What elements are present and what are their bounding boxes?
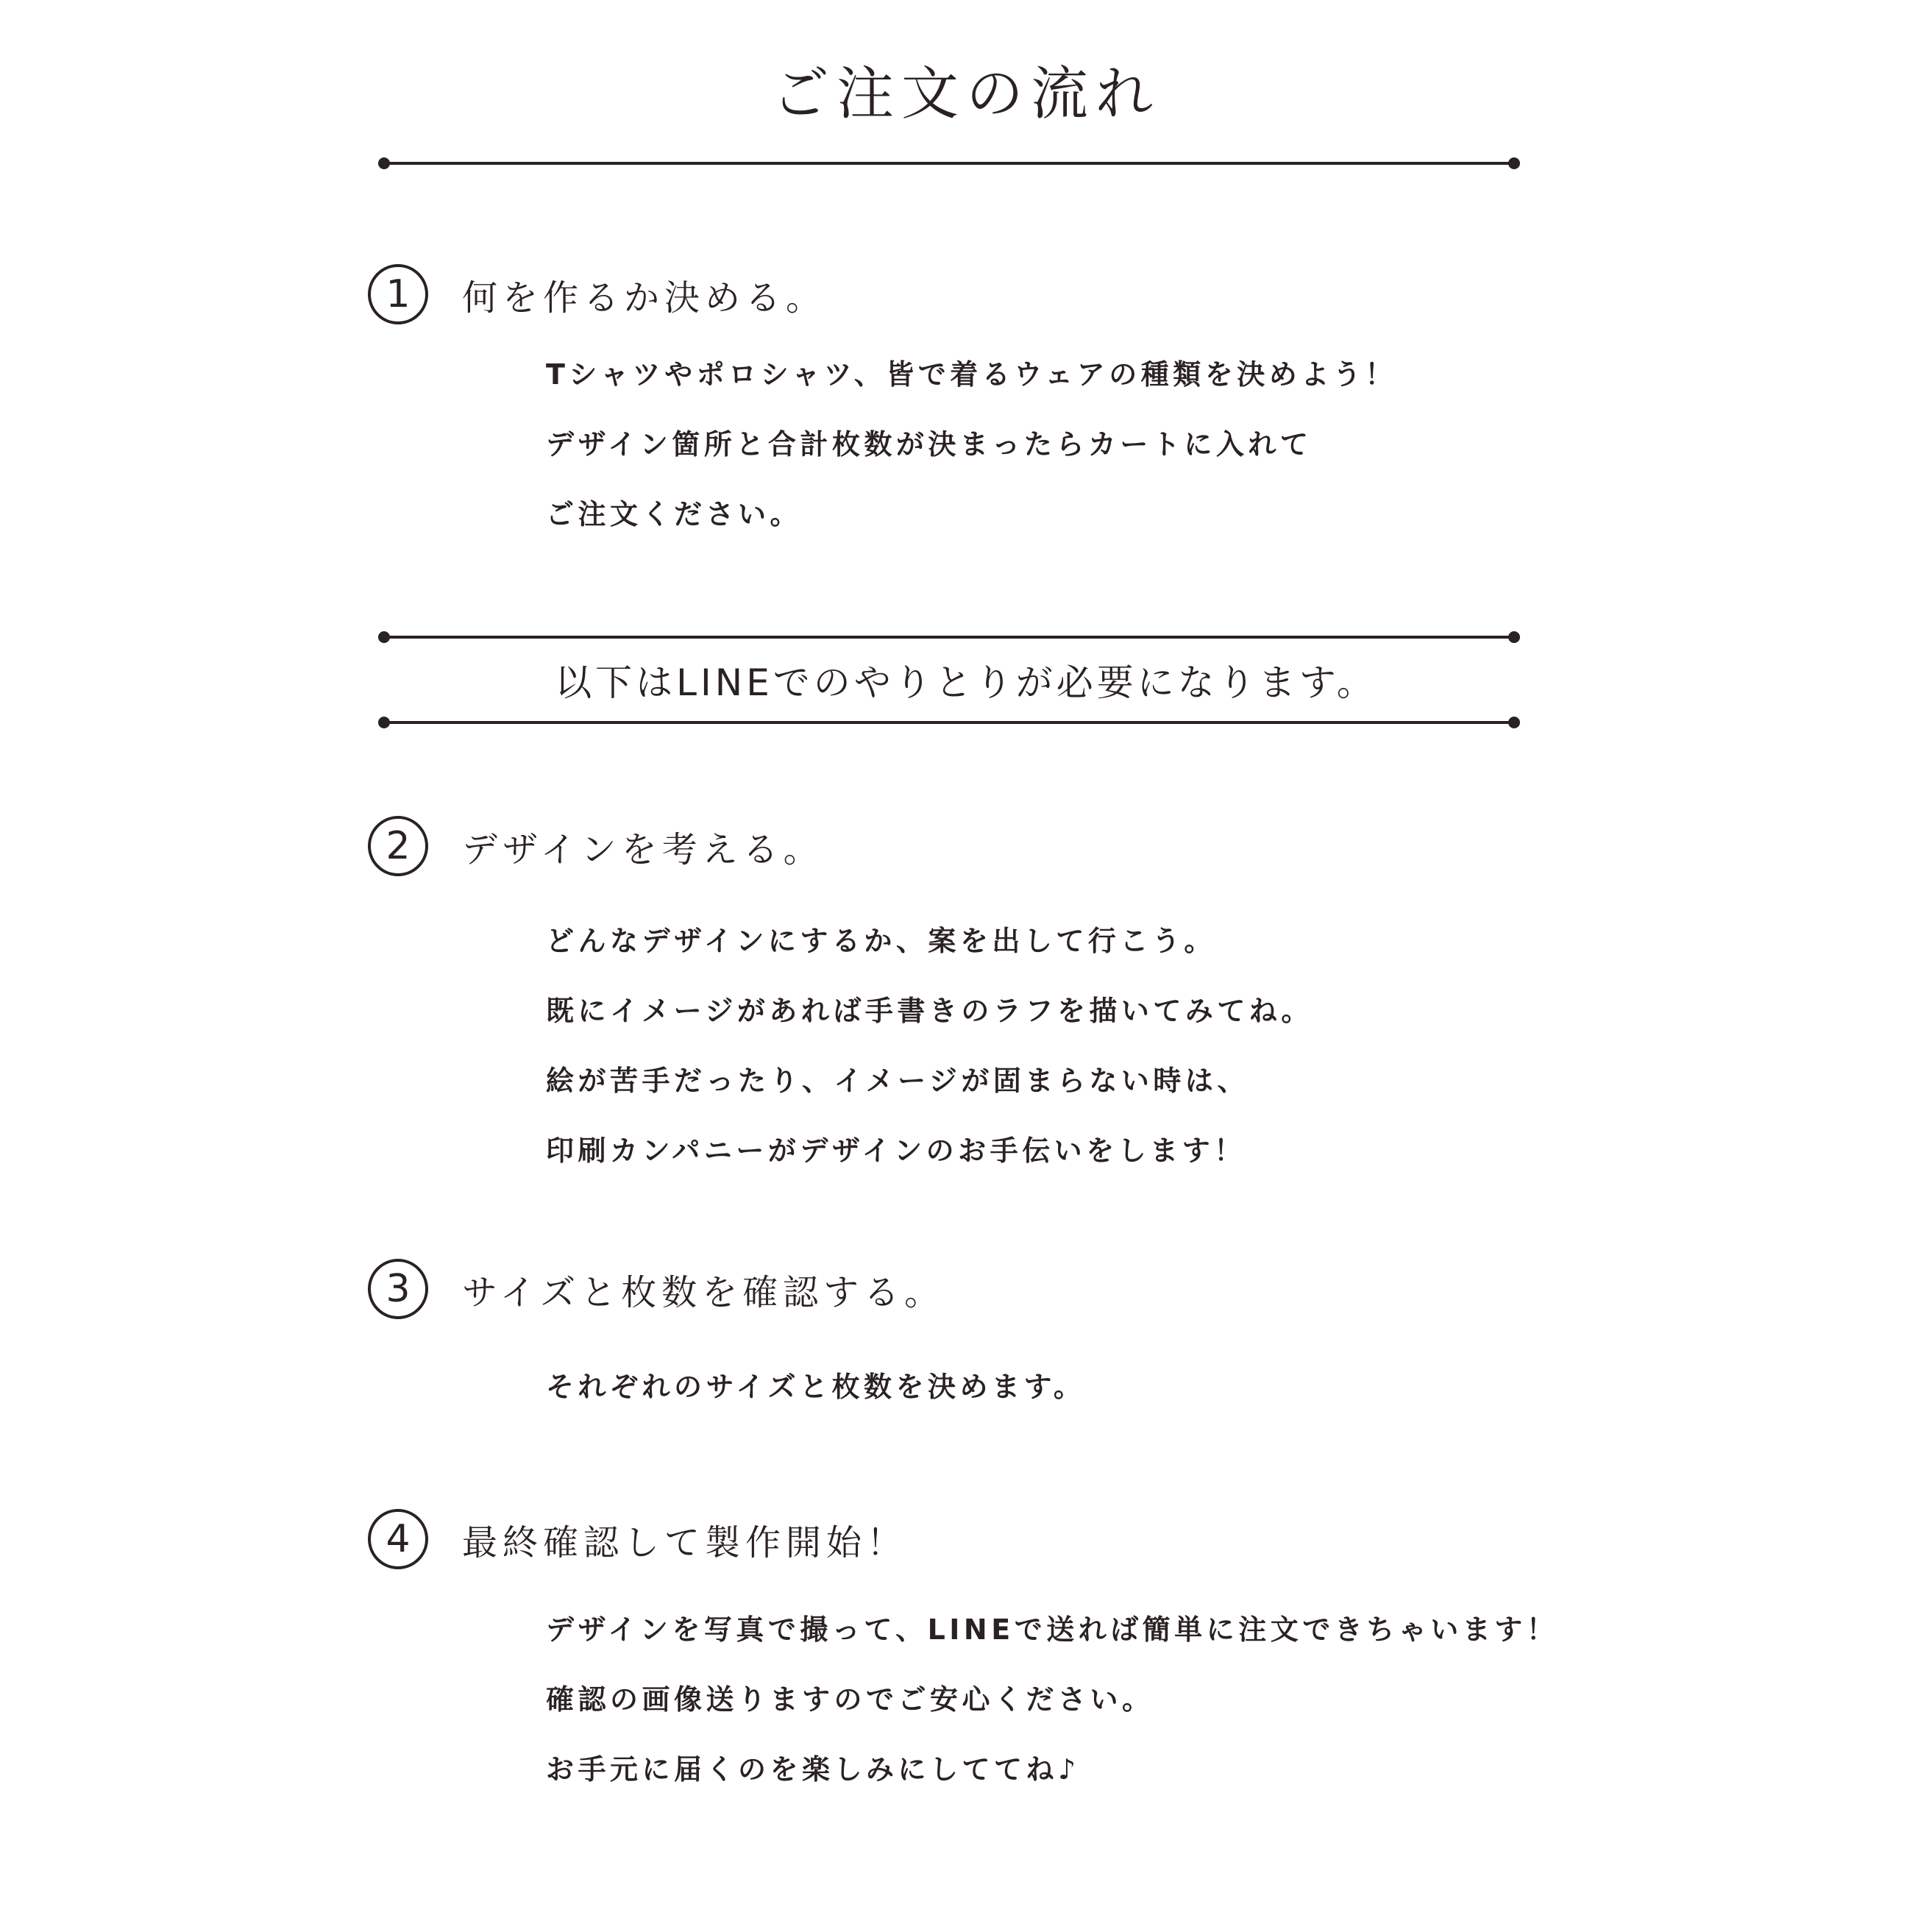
page-title: ご注文の流れ	[771, 61, 1160, 127]
step-3-number: 3	[368, 1259, 428, 1319]
step-2-line-2: 既にイメージがあれば手書きのラフを描いてみてね。	[546, 995, 1313, 1027]
step-4-line-2: 確認の画像送りますのでご安心ください。	[546, 1683, 1154, 1716]
line-notice-banner: 以下はLINEでのやりとりが必要になります。	[555, 661, 1377, 704]
step-1-line-2: デザイン箇所と合計枚数が決まったらカートに入れて	[546, 428, 1313, 461]
step-3-body	[546, 1352, 1085, 1422]
step-4-line-1: デザインを写真で撮って、LINEで送れば簡単に注文できちゃいます！	[546, 1613, 1559, 1646]
step-1-number: 1	[368, 264, 428, 324]
step-4-heading	[368, 1508, 907, 1570]
banner-bottom-divider	[384, 721, 1514, 724]
step-3-title: サイズと枚数を確認する。	[462, 1271, 945, 1313]
step-1-line-1: Tシャツやポロシャツ、皆で着るウェアの種類を決めよう！	[546, 358, 1397, 391]
banner-top-divider	[384, 636, 1514, 639]
step-3-line-1: それぞれのサイズと枚数を決めます。	[546, 1371, 1086, 1403]
step-2-line-4: 印刷カンパニーがデザインのお手伝いをします！	[546, 1134, 1246, 1167]
step-2-line-1: どんなデザインにするか、案を出して行こう。	[546, 925, 1216, 957]
step-4-title: 最終確認して製作開始！	[462, 1521, 908, 1563]
step-2-body	[546, 906, 1313, 1186]
step-1-heading	[368, 263, 826, 325]
step-2-title: デザインを考える。	[462, 828, 824, 870]
step-2-line-3: 絵が苦手だったり、イメージが固まらない時は、	[546, 1065, 1249, 1097]
step-2-number: 2	[368, 816, 428, 876]
step-1-title: 何を作るか決める。	[462, 277, 827, 319]
step-1-line-3: ご注文ください。	[546, 498, 803, 530]
step-2-heading	[368, 815, 824, 877]
step-3-heading	[368, 1258, 945, 1320]
step-4-body	[546, 1595, 1558, 1805]
title-divider	[384, 162, 1514, 165]
step-1-body	[546, 340, 1397, 550]
step-4-line-3: お手元に届くのを楽しみにしててね♪	[546, 1753, 1080, 1786]
step-4-number: 4	[368, 1509, 428, 1569]
